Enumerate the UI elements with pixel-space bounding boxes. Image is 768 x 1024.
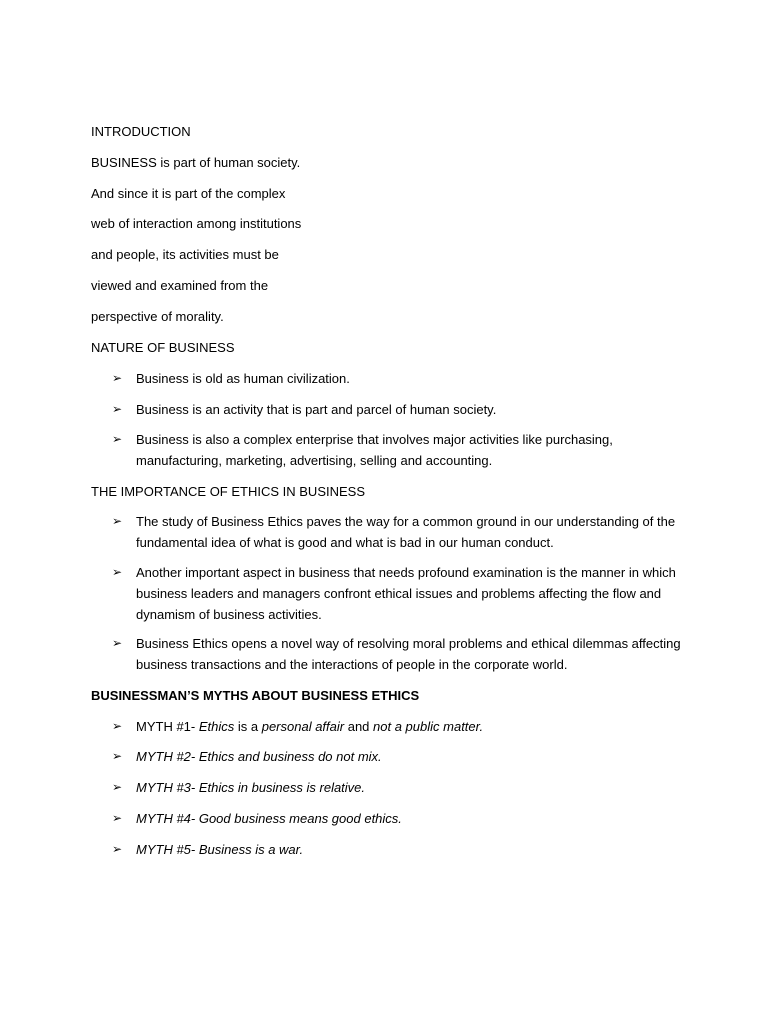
list-item — [112, 562, 692, 625]
myth-emphasis: Ethics and business do not mix. — [198, 749, 382, 764]
list-item — [112, 633, 692, 675]
myth-prefix: MYTH #2- — [136, 749, 199, 764]
list-item — [112, 399, 692, 420]
myth-emphasis: Ethics — [198, 719, 235, 734]
intro-line: BUSINESS is part of human society. — [91, 155, 301, 170]
list-item — [112, 368, 692, 389]
myth-prefix: MYTH #4- — [136, 811, 199, 826]
list-item — [112, 839, 692, 860]
myth-emphasis: Ethics in business is relative. — [198, 780, 366, 795]
section-heading-importance: THE IMPORTANCE OF ETHICS IN BUSINESS — [91, 484, 365, 499]
myth-emphasis: Business is a war. — [198, 842, 304, 857]
list-item — [112, 511, 692, 553]
arrow-bullet-icon: ➢ — [112, 371, 123, 385]
list-item-text — [136, 746, 692, 767]
arrow-bullet-icon: ➢ — [112, 514, 123, 528]
list-item — [112, 808, 692, 829]
arrow-bullet-icon: ➢ — [112, 842, 123, 856]
myth-prefix: MYTH #5- — [136, 842, 199, 857]
intro-line: and people, its activities must be — [91, 247, 279, 262]
arrow-bullet-icon: ➢ — [112, 719, 123, 733]
arrow-bullet-icon: ➢ — [112, 402, 123, 416]
list-item-text: Business is an activity that is part and parcel of human society. — [136, 402, 497, 417]
list-item — [112, 777, 692, 798]
section-heading-introduction: INTRODUCTION — [91, 124, 191, 139]
list-item-text: Business Ethics opens a novel way of resolving moral problems and ethical dilemmas affecting business transactions and the interactions of people in the corporate world. — [136, 636, 681, 672]
arrow-bullet-icon: ➢ — [112, 565, 123, 579]
list-item-text: Business is also a complex enterprise that involves major activities like purchasing, manufacturing, marketing, advertising, selling and accounting. — [136, 432, 613, 468]
list-item-text: Another important aspect in business that needs profound examination is the manner in which business leaders and managers confront ethical issues and problems affecting the flow and dynamism of business activities. — [136, 565, 676, 622]
section-heading-nature: NATURE OF BUSINESS — [91, 340, 235, 355]
intro-line: perspective of morality. — [91, 309, 224, 324]
list-item — [112, 716, 692, 737]
arrow-bullet-icon: ➢ — [112, 749, 123, 763]
list-item-text: The study of Business Ethics paves the way for a common ground in our understanding of the fundamental idea of what is good and what is bad in our human conduct. — [136, 514, 676, 550]
intro-line: viewed and examined from the — [91, 278, 269, 293]
arrow-bullet-icon: ➢ — [112, 780, 123, 794]
list-item-text — [136, 716, 692, 737]
arrow-bullet-icon: ➢ — [112, 636, 123, 650]
list-item-text — [136, 777, 692, 798]
list-item — [112, 429, 692, 471]
intro-line: And since it is part of the complex — [91, 186, 286, 201]
myth-text: is a — [234, 719, 262, 734]
myth-text: and — [344, 719, 374, 734]
myth-prefix: MYTH #1- — [136, 719, 199, 734]
intro-line: web of interaction among institutions — [91, 216, 302, 231]
arrow-bullet-icon: ➢ — [112, 432, 123, 446]
list-item — [112, 746, 692, 767]
section-heading-myths: BUSINESSMAN’S MYTHS ABOUT BUSINESS ETHICS — [91, 688, 420, 703]
myth-prefix: MYTH #3- — [136, 780, 199, 795]
myth-emphasis: Good business means good ethics. — [198, 811, 402, 826]
arrow-bullet-icon: ➢ — [112, 811, 123, 825]
list-item-text — [136, 808, 692, 829]
myth-emphasis: personal affair — [261, 719, 345, 734]
myth-emphasis: not a public matter. — [373, 719, 484, 734]
list-item-text: Business is old as human civilization. — [136, 371, 350, 386]
list-item-text — [136, 839, 692, 860]
